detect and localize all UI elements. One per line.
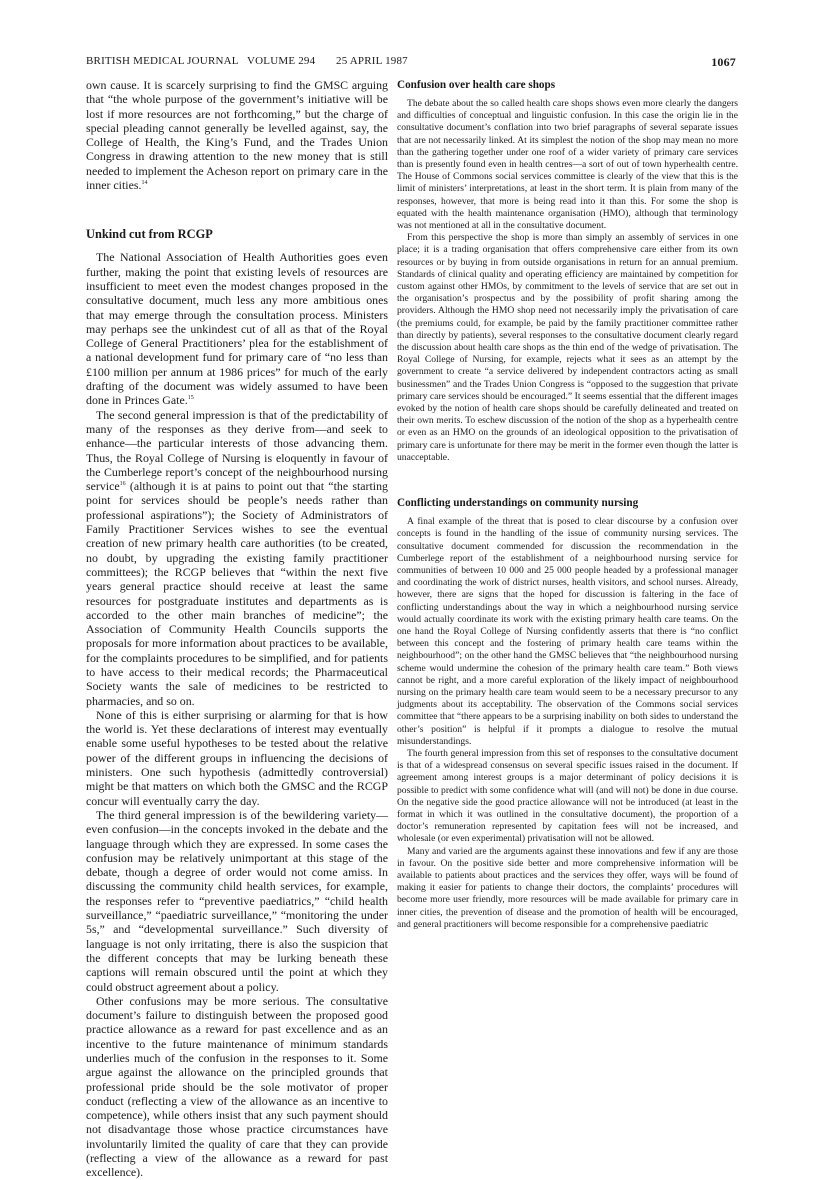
reference-marker: 16 <box>119 481 126 488</box>
paragraph <box>86 408 388 708</box>
section-heading: Confusion over health care shops <box>397 79 556 91</box>
volume-number: VOLUME 294 <box>247 55 316 67</box>
paragraph: A final example of the threat that is posed to clear discourse by a confusion over concepts is found in the handling of the issue of community nursing services. The consultative document commended for discussion the recommendation in the Cumberlege report of the establishment of a neighbourhood nursing service for communities of between 10 000 and 25 000 people headed by a professional manager and coordinating the work of district nurses, health visitors, and school nurses. Already, however, there are signs that the hoped for discussion is faltering in the face of conflicting understandings about the way in which a neighbourhood nursing service would actually coordinate its work with the existing primary health care teams. On the one hand the Royal College of Nursing confidently asserts that there is “no conflict between this concept and the fostering of primary health care teams within the neighbourhood”; on the other hand the GMSC believes that “the neighbourhood nursing scheme would undermine the cohesion of the primary health care team.” Both views cannot be right, and a more careful exploration of the likely impact of neighbourhood nursing on the primary health care team would seem to be a necessary precursor to any judgments about its acceptability. The observation of the Commons social services committee that “there appears to be a surprising inability on both sides to understand the other’s position” is helpful if it prompts a dialogue to resolve the mutual misunderstandings. <box>397 516 738 747</box>
paragraph: The fourth general impression from this set of responses to the consultative document is that of a widespread consensus on several specific issues raised in the document. If agreement among interest groups is a major determinant of policy decisions it is possible to predict with some confidence what will (and will not) be done in due course. On the negative side the good practice allowance will not be introduced (at least in the format in which it was outlined in the consultative document), the proportion of a doctor’s remuneration represented by capitation fees will not be increased, and wholesale (or even experimental) privatisation will not be allowed. <box>397 747 738 845</box>
paragraph <box>86 250 388 407</box>
section-heading: Unkind cut from RCGP <box>86 227 213 242</box>
reference-marker: 14 <box>141 180 148 187</box>
reference-marker: 15 <box>187 395 194 402</box>
paragraph-text: (although it is at pains to point out that “the starting point for services should be people’s needs rather than professional aspirations”); the Society of Administrators of Family Practitioner Services wishes to see the eventual creation of new primary health care authorities (to be created, no doubt, by upgrading the existing family practitioner committees); the RCGP believes that “within the next five years general practice should receive at least the same resources for postgraduate institutes and departments as is accorded to the other main branches of medicine”; the Association of Community Health Councils supports the proposals for more information about practices to be available, for the complaints procedures to be simplified, and for patients to have access to their medical records; the Pharmaceutical Society wants the sale of medicines to be restricted to pharmacies, and so on. <box>86 479 388 708</box>
paragraph: Other confusions may be more serious. The consultative document’s failure to distinguish between the proposed good practice allowance as a reward for past excellence and as an incentive to the future maintenance of minimum standards underlies much of the confusion in the responses to it. Some argue against the allowance on the principled grounds that professional pride should be the sole motivator of proper conduct (reflecting a view of the allowance as an incentive to competence), while others insist that any such payment should not disadvantage those whose practice circumstances have involuntarily limited the quality of care that they can provide (reflecting a view of the allowance as a reward for past excellence). <box>86 993 388 1180</box>
page-number: 1067 <box>711 55 736 69</box>
paragraph-text: The second general impression is that of the predictability of many of the responses as they derive from—and seek to enhance—the particular interests of those advancing them. Thus, the Royal College of Nursing is eloquently in favour of the Cumberlege report’s concept of the neighbourhood nursing service <box>86 407 388 494</box>
issue-date: 25 APRIL 1987 <box>336 55 408 67</box>
journal-name: BRITISH MEDICAL JOURNAL <box>86 55 239 67</box>
paragraph: The debate about the so called health care shops shows even more clearly the dangers and difficulties of conceptual and linguistic confusion. In this case the origin lie in the consultative document’s conflation into two brief paragraphs of several separate issues that are not necessarily linked. At its simplest the notion of the shop may mean no more than the gathering together under one roof of a wider variety of primary care services than is presently found even in health centres—a sort of out of town hyperhealth centre. The House of Commons social services committee is clearly of the view that this is the limit of ministers’ interpretations, at least in the short term. It is plain from many of the responses, however, that more is being read into it than this. For some the shop is equated with the health maintenance organisation (HMO), although that terminology was not mentioned at all in the consultative document. <box>397 98 738 232</box>
running-header <box>86 55 736 71</box>
paragraph <box>86 78 388 192</box>
paragraph-text: The National Association of Health Authorities goes even further, making the point that existing levels of resources are insufficient to meet even the modest changes proposed in the consultative document, much less any more ambitious ones that may emerge through the consultation process. Ministers may perhaps see the unkindest cut of all as that of the Royal College of General Practitioners’ plea for the establishment of a national development fund for primary care of “no less than £100 million per annum at 1986 prices” for much of the early drafting of the document was widely assumed to have been done in Princes Gate. <box>86 250 388 408</box>
paragraph: None of this is either surprising or alarming for that is how the world is. Yet these declarations of interest may eventually enable some useful hypotheses to be tested about the relative power of the different groups in influencing the decisions of ministers. One such hypothesis (admittedly controversial) might be that matters on which both the GMSC and the RCGP concur will eventually carry the day. <box>86 707 388 808</box>
left-column <box>86 78 388 1180</box>
paragraph-text: own cause. It is scarcely surprising to find the GMSC arguing that “the whole purpose of the government’s initiative will be lost if more resources are not forthcoming,” but the charge of special pleading cannot generally be levelled against, say, the College of Health, the King’s Fund, and the Trades Union Congress in drawing attention to the new money that is still needed to implement the Acheson report on primary care in the inner cities. <box>86 78 388 193</box>
paragraph: Many and varied are the arguments against these innovations and few if any are those in favour. On the positive side better and more comprehensive information will be available to patients about practices and the services they offer, ways will be found of making it easier for patients to change their doctors, the complaints’ procedures will become more user friendly, more resources will be made available for primary care in inner cities, the prevention of disease and the promotion of health will be encouraged, and general practitioners will become responsible for a comprehensive paediatric <box>397 845 738 930</box>
section-heading: Conflicting understandings on community nursing <box>397 497 639 510</box>
right-column <box>397 78 738 931</box>
paragraph: The third general impression is of the bewildering variety—even confusion—in the concepts invoked in the debate and the language through which they are expressed. In some cases the confusion may be relatively unimportant at this stage of the debate, though a degree of order would not come amiss. In discussing the community child health services, for example, the responses refer to “preventive paediatrics,” “child health surveillance,” “paediatric surveillance,” “monitoring the under 5s,” and “developmental surveillance.” Such diversity of language is not only irritating, there is also the suspicion that the different concepts that may be lurking beneath these captions will remain obscured until the point at which they could obstruct agreement about a policy. <box>86 807 388 994</box>
paragraph: From this perspective the shop is more than simply an assembly of services in one place; it is a trading organisation that offers comprehensive care either from its own resources or by buying in from outside organisations in return for an annual premium. Standards of clinical quality and operating efficiency are maintained by competition for custom against other HMOs, by commitment to the levels of service that are set out in the organisation’s prospectus and by the possibility of profit sharing among the providers. Although the HMO shop need not necessarily imply the privatisation of care (the premiums could, for example, be paid by the family practitioner committee rather than directly by patients), several responses to the consultative document clearly regard the discussion about health care shops as the thin end of the wedge of privatisation. The Royal College of Nursing, for example, rejects what it sees as an attempt by the government to create “a service delivered by independent contractors acting as small businessmen” and the Trades Union Congress is “opposed to the suggestion that private primary care services should be encouraged.” It seems essential that the different images evoked by the notion of health care shops should be carefully delineated and treated on their own merits. To eschew discussion of the notion of the shop as a hyperhealth centre or even as an HMO on the grounds of an ideological opposition to the privatisation of primary care is unfortunate for there may be merit in the former even though the latter is unacceptable. <box>397 232 738 463</box>
